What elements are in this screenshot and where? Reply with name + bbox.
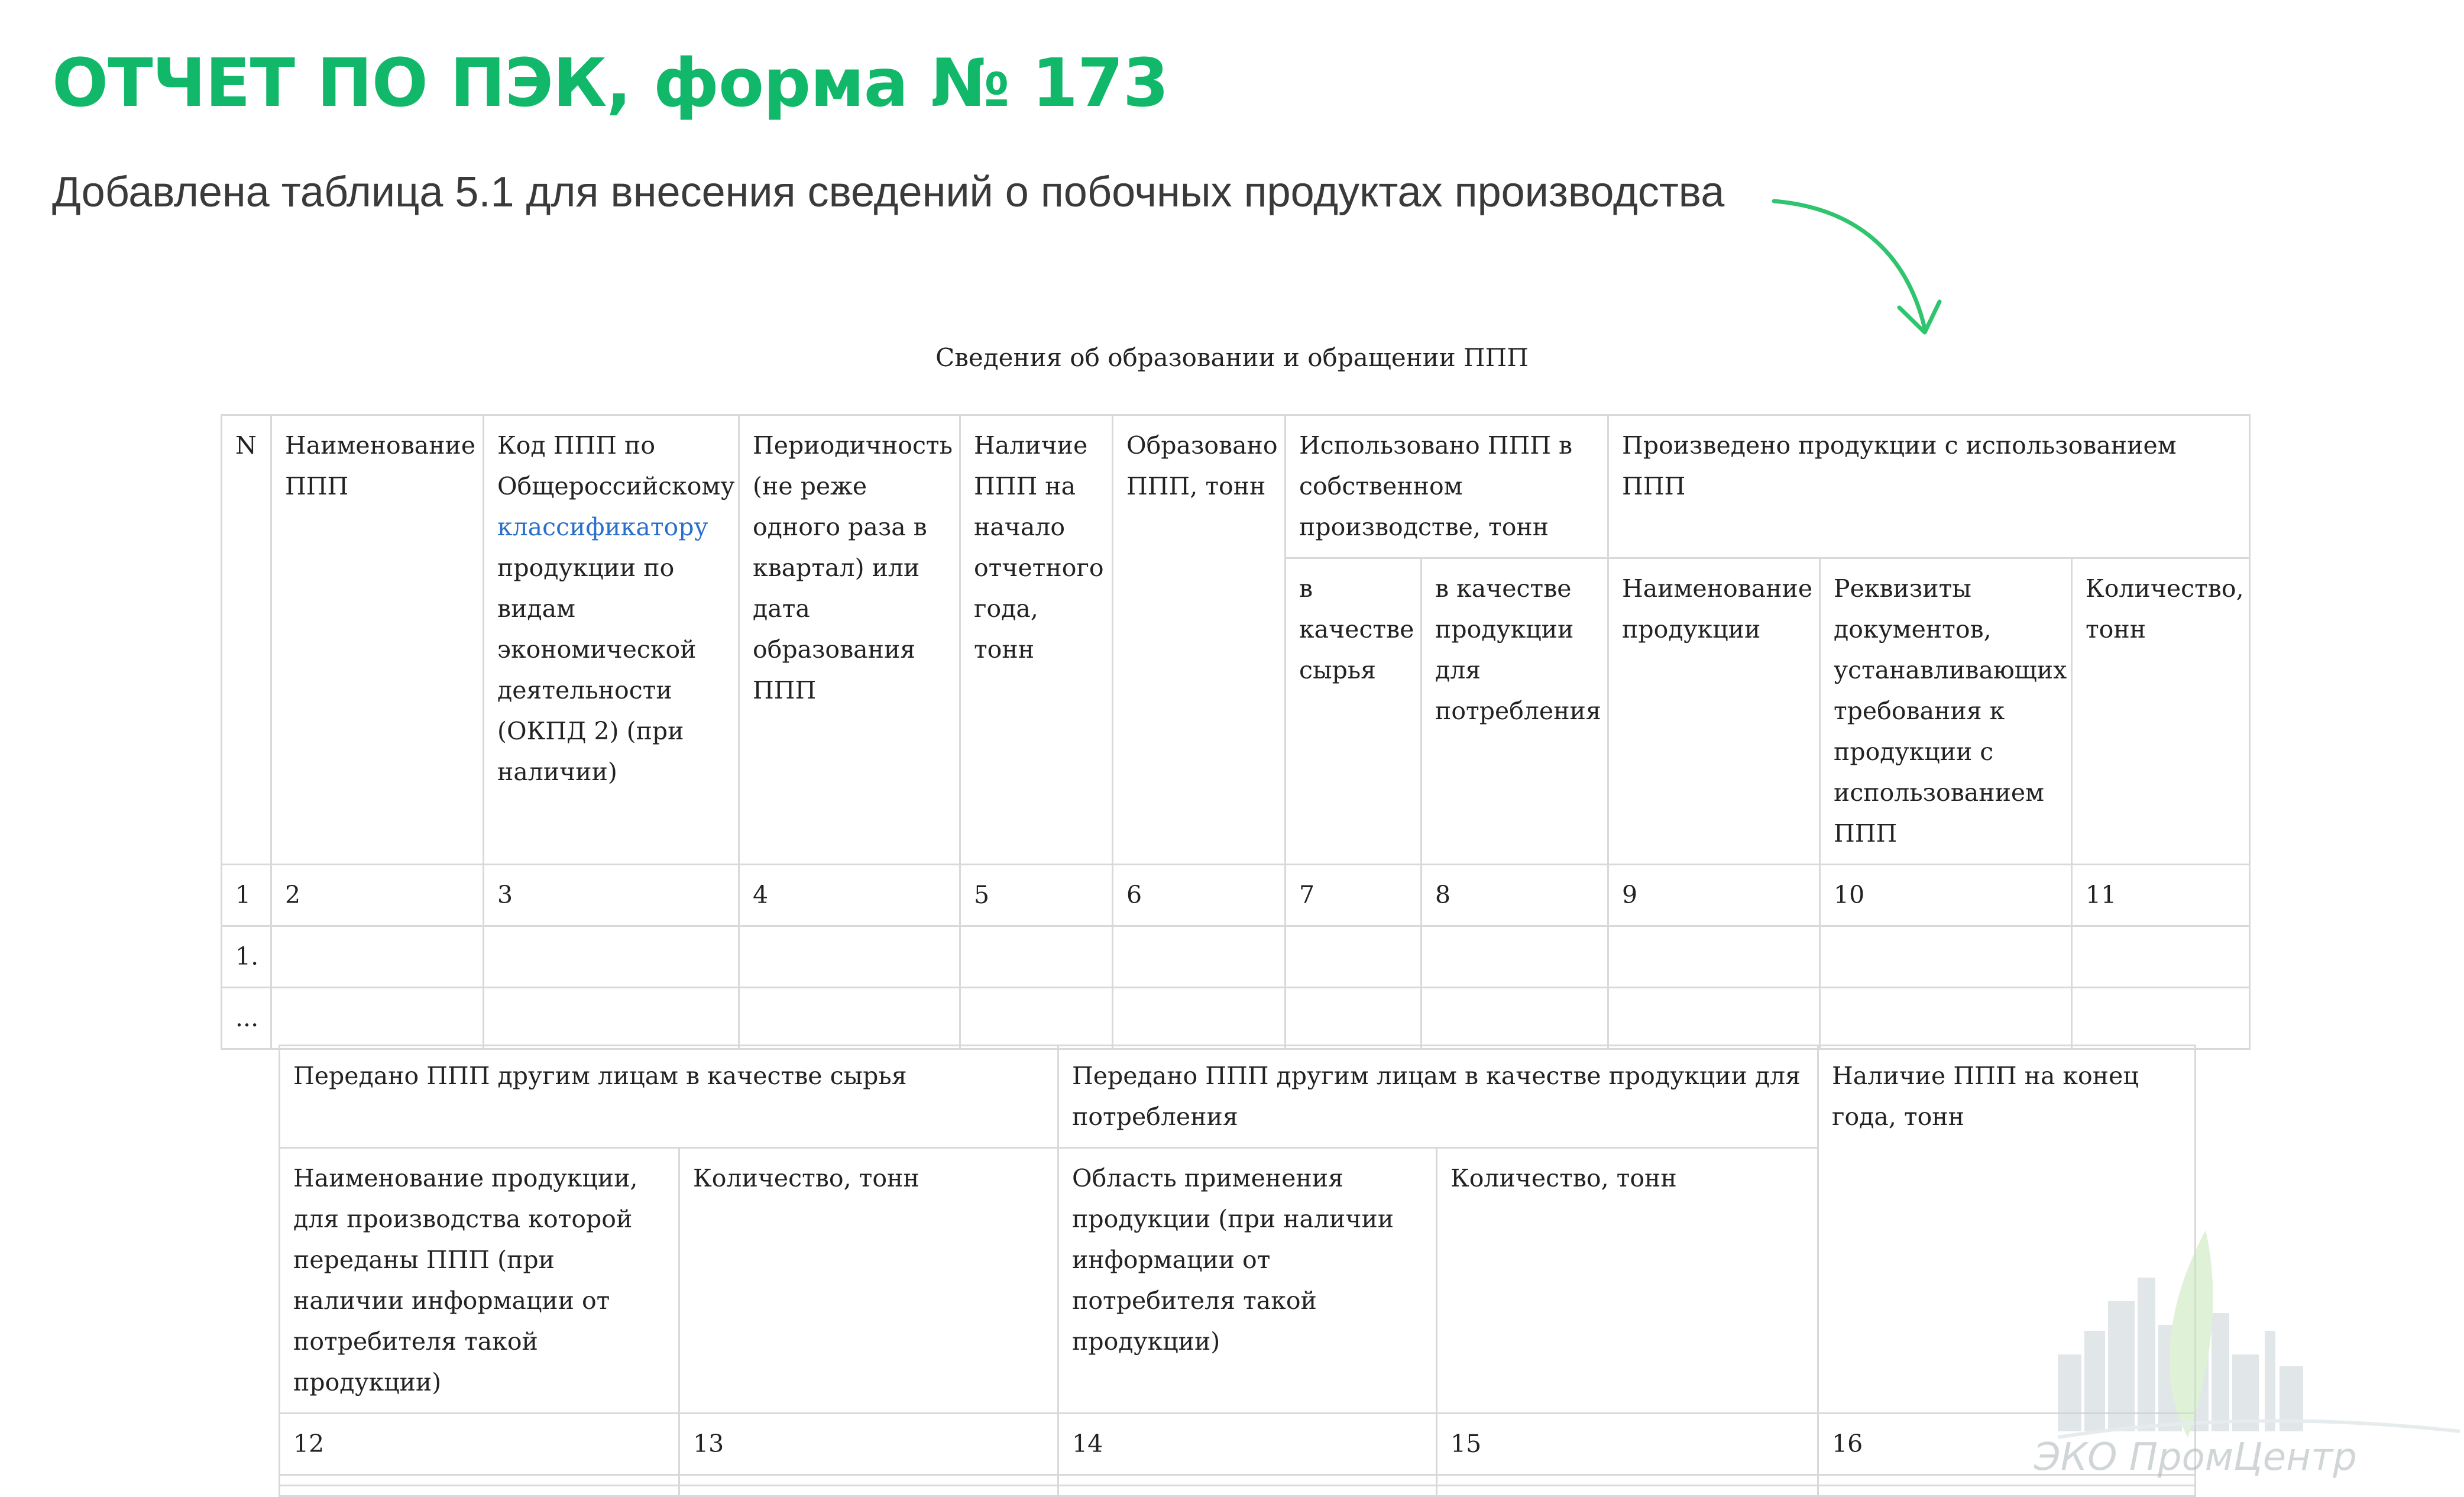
table-row <box>222 988 2250 1049</box>
table-cell[interactable] <box>1422 926 1608 988</box>
header-as-raw: в качестве сырья <box>1286 558 1422 865</box>
table-row <box>222 926 2250 988</box>
header-okpd-code-a: Код ППП по Общероссийскому <box>497 431 735 500</box>
table-cell[interactable] <box>739 988 960 1049</box>
table-cell[interactable] <box>280 1475 679 1486</box>
col-number: 5 <box>960 865 1113 926</box>
header-consumption-area: Область применения продукции (при наличии информации от потребителя такой продукции) <box>1058 1148 1437 1414</box>
table-cell[interactable] <box>280 1486 679 1496</box>
ecopromcenter-logo <box>2010 1207 2464 1479</box>
ppp-table-main <box>221 414 2251 1050</box>
col-number: 13 <box>679 1414 1058 1475</box>
table-cell[interactable] <box>1113 926 1286 988</box>
table-cell[interactable] <box>1286 988 1422 1049</box>
header-quantity: Количество, тонн <box>2072 558 2250 865</box>
col-number: 6 <box>1113 865 1286 926</box>
header-as-consumption: в качестве продукции для потребления <box>1422 558 1608 865</box>
col-number: 1 <box>222 865 271 926</box>
header-produced: Произведено продукции с использованием ППП <box>1608 415 2250 558</box>
table-cell[interactable] <box>271 988 484 1049</box>
table-cell[interactable] <box>1286 926 1422 988</box>
table-cell[interactable] <box>1608 926 1820 988</box>
table-cell[interactable] <box>679 1486 1058 1496</box>
header-requisites: Реквизиты документов, устанавливающих требования к продукции с использованием ППП <box>1820 558 2072 865</box>
header-end-balance: Наличие ППП на конец года, тонн <box>1818 1046 2196 1414</box>
header-consumption-quantity: Количество, тонн <box>1437 1148 1818 1414</box>
table-cell[interactable] <box>1820 988 2072 1049</box>
col-number: 2 <box>271 865 484 926</box>
table-cell[interactable] <box>1422 988 1608 1049</box>
table-cell[interactable] <box>484 926 739 988</box>
header-periodicity: Периодичность (не реже одного раза в квартал) или дата образования ППП <box>739 415 960 865</box>
header-raw-product-name: Наименование продукции, для производства которой переданы ППП (при наличии информации от потребителя такой продукции) <box>280 1148 679 1414</box>
classifier-link[interactable]: классификатору <box>497 513 708 541</box>
table-cell[interactable] <box>2072 988 2250 1049</box>
header-okpd-code-b: продукции по видам экономической деятельности (ОКПД 2) (при наличии) <box>497 554 697 786</box>
table-cell[interactable] <box>1437 1486 1818 1496</box>
col-number: 14 <box>1058 1414 1437 1475</box>
row-number: ... <box>222 988 271 1049</box>
header-raw-quantity: Количество, тонн <box>679 1148 1058 1414</box>
col-number: 3 <box>484 865 739 926</box>
table-cell[interactable] <box>1058 1475 1437 1486</box>
col-number: 4 <box>739 865 960 926</box>
ppp-table-transfer <box>279 1045 2196 1497</box>
header-transferred-consumption: Передано ППП другим лицам в качестве продукции для потребления <box>1058 1046 1818 1148</box>
header-start-balance: Наличие ППП на начало отчетного года, тонн <box>960 415 1113 865</box>
table-caption: Сведения об образовании и обращении ППП <box>935 343 1529 372</box>
logo-text: ЭКО ПромЦентр <box>2034 1435 2357 1479</box>
header-transferred-raw: Передано ППП другим лицам в качестве сырья <box>280 1046 1058 1148</box>
table-cell[interactable] <box>1818 1486 2196 1496</box>
row-number: 1. <box>222 926 271 988</box>
page-subtitle: Добавлена таблица 5.1 для внесения сведений о побочных продуктах производства <box>52 169 1725 216</box>
col-number: 8 <box>1422 865 1608 926</box>
curved-arrow-icon <box>1768 189 1957 349</box>
page-title: ОТЧЕТ ПО ПЭК, форма № 173 <box>52 45 1168 122</box>
table-cell[interactable] <box>1058 1486 1437 1496</box>
col-number: 11 <box>2072 865 2250 926</box>
table-cell[interactable] <box>1113 988 1286 1049</box>
col-number: 7 <box>1286 865 1422 926</box>
table-cell[interactable] <box>960 988 1113 1049</box>
col-number: 9 <box>1608 865 1820 926</box>
table-cell[interactable] <box>1820 926 2072 988</box>
table-cell[interactable] <box>1608 988 1820 1049</box>
table-cell[interactable] <box>739 926 960 988</box>
header-formed: Образовано ППП, тонн <box>1113 415 1286 865</box>
header-n: N <box>222 415 271 865</box>
header-okpd-code <box>484 415 739 865</box>
col-number: 16 <box>1818 1414 2196 1475</box>
header-ppp-name: Наименование ППП <box>271 415 484 865</box>
table-cell[interactable] <box>960 926 1113 988</box>
table-row <box>280 1475 2196 1486</box>
col-number: 12 <box>280 1414 679 1475</box>
col-number: 15 <box>1437 1414 1818 1475</box>
table-cell[interactable] <box>2072 926 2250 988</box>
table-cell[interactable] <box>679 1475 1058 1486</box>
table-row <box>280 1486 2196 1496</box>
header-used-own: Использовано ППП в собственном производстве, тонн <box>1286 415 1608 558</box>
header-product-name: Наименование продукции <box>1608 558 1820 865</box>
col-number: 10 <box>1820 865 2072 926</box>
table-cell[interactable] <box>484 988 739 1049</box>
table-cell[interactable] <box>1437 1475 1818 1486</box>
table-cell[interactable] <box>271 926 484 988</box>
